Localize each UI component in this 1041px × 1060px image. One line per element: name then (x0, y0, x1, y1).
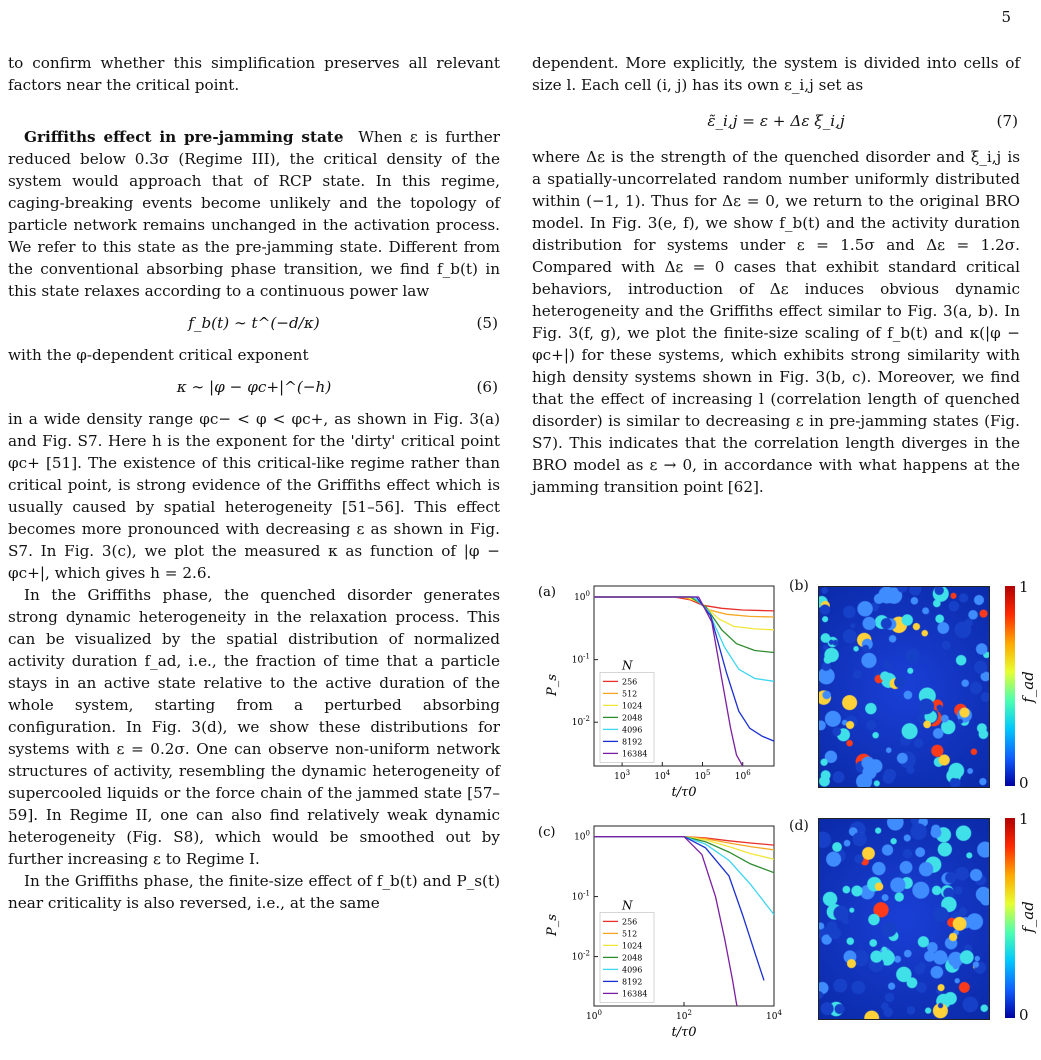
legend-entry: 4096 (622, 725, 643, 735)
series-line-4096 (594, 837, 774, 915)
panel-label: (c) (538, 825, 556, 840)
paragraph: to confirm whether this simplification preserves all relevant factors near the critical point. (8, 54, 500, 94)
legend-entry: 4096 (622, 965, 643, 975)
legend-entry: 8192 (622, 977, 643, 987)
colorbar-min-label: 0 (1019, 1006, 1029, 1024)
x-tick-label: $10^0$ (586, 1009, 602, 1022)
left-column (8, 52, 500, 914)
series-line-2048 (594, 597, 774, 653)
section-paragraph (8, 126, 500, 302)
x-tick-label: $10^4$ (654, 769, 671, 782)
activity-heatmap-d (818, 818, 990, 1020)
series-line-256 (594, 597, 774, 611)
legend-entry: 256 (622, 917, 638, 927)
equation-body: f_b(t) ∼ t^(−d/κ) (188, 314, 320, 332)
paragraph: In the Griffiths phase, the quenched disorder generates strong dynamic heterogeneity in the relaxation process. This can be visualized by the spatial distribution of normalized activity duration f_ad, i.e., the fraction of time that a particle stays in an active state relative to the active duration of the whole system, starting from a perturbed absorbing configuration. In Fig. 3(d), we show these distributions for systems with ε = 0.2σ. One can observe non-uniform network structures of activity, resembling the dynamic heterogeneity of supercooled liquids or the force chain of the jammed state [57–59]. In Regime II, one can also find relatively weak dynamic heterogeneity (Fig. S8), which would be smoothed out by further increasing ε to Regime I. (8, 586, 500, 868)
colorbar-max-label: 1 (1019, 810, 1029, 828)
panel-label-b: (b) (789, 578, 809, 594)
y-axis-label: P_s (545, 914, 560, 936)
paragraph: in a wide density range φc− < φ < φc+, as shown in Fig. 3(a) and Fig. S7. Here h is the exponent for the 'dirty' critical point φc+ [51]. The existence of this critical-like regime rather than critical point, is strong evidence of the Griffiths effect which is usually caused by spatial heterogeneity [51–56]. This effect becomes more pronounced with decreasing ε as shown in Fig. S7. In Fig. 3(c), we plot the measured κ as function of |φ − φc+|, which gives h = 2.6. (8, 410, 500, 582)
paragraph: dependent. More explicitly, the system is divided into cells of size l. Each cell (i, j) has its own ε_i,j set as (532, 54, 1020, 94)
legend-entry: 16384 (622, 989, 648, 999)
y-tick-label: $10^0$ (574, 590, 590, 604)
y-tick-label: $10^{-2}$ (571, 715, 590, 729)
legend-title: N (622, 658, 633, 673)
chart-panel-a (536, 578, 786, 818)
x-axis-label: t/τ0 (671, 785, 697, 800)
colorbar-min-label: 0 (1019, 774, 1029, 792)
y-axis-label: P_s (545, 674, 560, 696)
paragraph: In the Griffiths phase, the finite-size effect of f_b(t) and P_s(t) near criticality is also reversed, i.e., at the same (8, 872, 500, 912)
legend-entry: 2048 (622, 953, 643, 963)
colorbar-b (1005, 586, 1015, 786)
series-line-256 (594, 837, 774, 846)
paragraph: with the φ-dependent critical exponent (8, 346, 309, 364)
x-tick-label: $10^5$ (694, 769, 711, 782)
legend-entry: 1024 (622, 941, 643, 951)
equation-number: (6) (476, 378, 498, 396)
equation-7 (532, 110, 1020, 132)
equation-5 (8, 312, 500, 334)
y-tick-label: $10^{-2}$ (571, 949, 590, 963)
equation-6 (8, 376, 500, 398)
panel-label-d: (d) (789, 818, 809, 834)
paragraph: where Δε is the strength of the quenched disorder and ξ_i,j is a spatially-uncorrelated random number uniformly distributed within (−1, 1). Thus for Δε = 0, we return to the original BRO model. In Fig. 3(e, f), we show f_b(t) and the activity duration distribution for systems under ε = 1.5σ and Δε = 1.2σ. Compared with Δε = 0 cases that exhibit standard critical behaviors, introduction of Δε induces obvious dynamic heterogeneity and the Griffiths effect similar to Fig. 3(a, b). In Fig. 3(f, g), we plot the finite-size scaling of f_b(t) and κ(|φ − φc+|) for these systems, which exhibits strong similarity with high density systems shown in Fig. 3(b, c). Moreover, we find that the effect of increasing l (correlation length of quenched disorder) is similar to decreasing ε in pre-jamming states (Fig. S7). This indicates that the correlation length diverges in the BRO model as ε → 0, in accordance with what happens at the jamming transition point [62]. (532, 148, 1020, 496)
legend-entry: 8192 (622, 737, 643, 747)
legend-entry: 1024 (622, 701, 643, 711)
legend-title: N (622, 898, 633, 913)
activity-heatmap-b (818, 586, 990, 788)
series-line-1024 (594, 597, 774, 630)
series-line-512 (594, 597, 774, 617)
right-column (532, 52, 1020, 498)
section-title: Griffiths effect in pre-jamming state (24, 128, 344, 146)
x-tick-label: $10^3$ (614, 769, 631, 782)
x-tick-label: $10^2$ (676, 1009, 692, 1022)
x-axis-label: t/τ0 (671, 1025, 697, 1040)
legend-entry: 16384 (622, 749, 648, 759)
y-tick-label: $10^{-1}$ (571, 889, 590, 903)
figure-3 (536, 578, 1036, 1058)
equation-body: κ ∼ |φ − φc+|^(−h) (176, 378, 332, 396)
page-number: 5 (1001, 8, 1011, 26)
legend-entry: 256 (622, 677, 638, 687)
y-tick-label: $10^0$ (574, 829, 590, 843)
panel-label: (a) (538, 585, 556, 600)
legend-entry: 512 (622, 929, 638, 939)
equation-body: ε̃_i,j = ε + Δε ξ_i,j (707, 112, 845, 130)
series-line-1024 (594, 837, 774, 860)
equation-number: (7) (996, 112, 1018, 130)
y-tick-label: $10^{-1}$ (571, 652, 590, 666)
legend-entry: 512 (622, 689, 638, 699)
colorbar-max-label: 1 (1019, 578, 1029, 596)
equation-number: (5) (476, 314, 498, 332)
paragraph-text: When ε is further reduced below 0.3σ (Regime III), the critical density of the system would approach that of RCP state. In this regime, caging-breaking events become unlikely and the topology of particle network remains unchanged in the activation process. We refer to this state as the pre-jamming state. Different from the conventional absorbing phase transition, we find f_b(t) in this state relaxes according to a continuous power law (8, 128, 500, 300)
x-tick-label: $10^4$ (766, 1009, 782, 1022)
x-tick-label: $10^6$ (734, 769, 751, 782)
colorbar-axis-label: f_ad (1018, 671, 1037, 703)
colorbar-axis-label: f_ad (1018, 901, 1037, 933)
chart-panel-c (536, 818, 786, 1058)
colorbar-d (1005, 818, 1015, 1018)
legend-entry: 2048 (622, 713, 643, 723)
